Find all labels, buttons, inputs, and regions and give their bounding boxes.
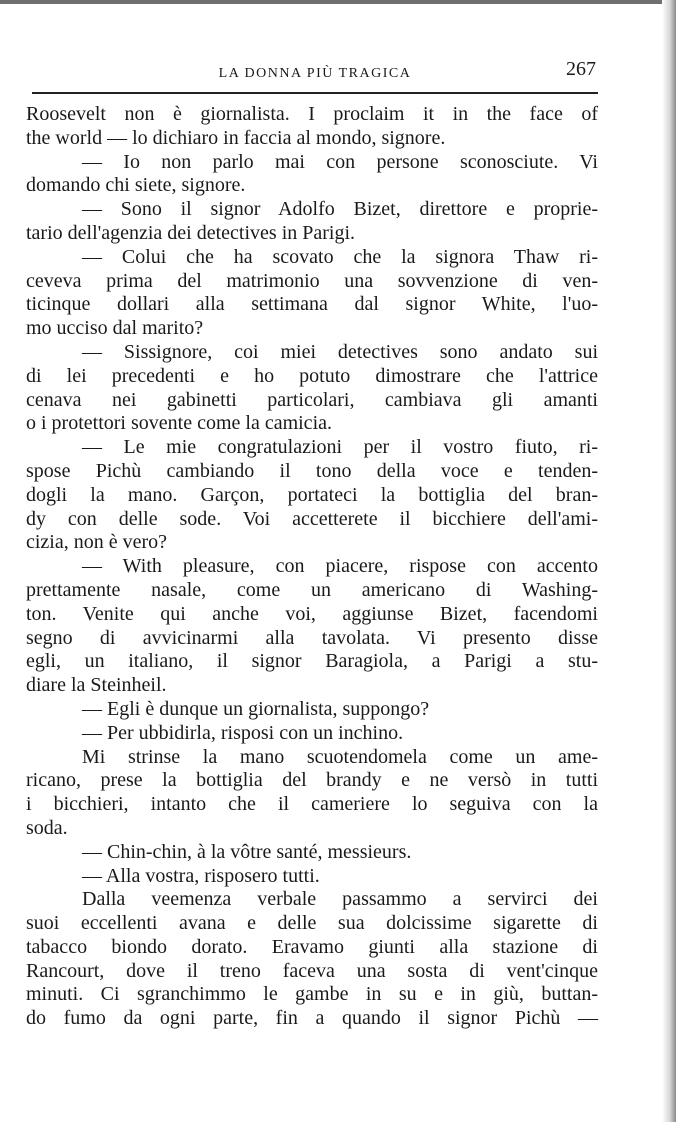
text-line: domando chi siete, signore. xyxy=(26,174,246,197)
header-rule xyxy=(32,92,598,94)
text-line: — Le mie congratulazioni per il vostro fiuto, ri- xyxy=(82,436,598,459)
text-line: spose Pichù cambiando il tono della voce e tenden- xyxy=(26,459,598,482)
text-line: the world — lo dichiaro in faccia al mondo, signore. xyxy=(26,126,446,149)
page-header xyxy=(32,58,598,88)
text-line: diare la Steinheil. xyxy=(26,674,167,697)
text-line: — Chin-chin, à la vôtre santé, messieurs. xyxy=(82,840,412,863)
text-line: minuti. Ci sgranchimmo le gambe in su e in giù, buttan- xyxy=(26,983,598,1006)
text-line: cenava nei gabinetti particolari, cambiava gli amanti xyxy=(26,388,598,411)
page-binding-shadow xyxy=(662,0,676,1122)
text-line: — Egli è dunque un giornalista, suppongo? xyxy=(82,697,430,720)
text-line: — Colui che ha scovato che la signora Thaw ri- xyxy=(82,245,598,268)
text-line: segno di avvicinarmi alla tavolata. Vi presento disse xyxy=(26,626,598,649)
text-line: — Io non parlo mai con persone sconosciute. Vi xyxy=(82,150,598,173)
text-line: Roosevelt non è giornalista. I proclaim it in the face of xyxy=(26,103,598,125)
text-line: egli, un italiano, il signor Baragiola, a Parigi a stu- xyxy=(26,650,598,673)
text-line: Mi strinse la mano scuotendomela come un ame- xyxy=(82,745,598,768)
text-line: Dalla veemenza verbale passammo a servirci dei xyxy=(82,888,598,911)
text-line: o i protettori sovente come la camicia. xyxy=(26,412,332,435)
text-line: tario dell'agenzia dei detectives in Parigi. xyxy=(26,221,356,244)
text-line: i bicchieri, intanto che il cameriere lo seguiva con la xyxy=(26,793,598,816)
running-title: LA DONNA PIÙ TRAGICA xyxy=(218,66,412,81)
text-line: cizia, non è vero? xyxy=(26,531,168,554)
text-line: ton. Venite qui anche voi, aggiunse Bizet, facendomi xyxy=(26,602,598,625)
text-line: suoi eccellenti avana e delle sua dolcissime sigarette di xyxy=(26,912,598,935)
text-line: ticinque dollari alla settimana dal signor White, l'uo- xyxy=(26,293,598,316)
text-line: di lei precedenti e ho potuto dimostrare che l'attrice xyxy=(26,364,598,387)
text-line: — Sissignore, coi miei detectives sono andato sui xyxy=(82,340,598,363)
text-line: — Sono il signor Adolfo Bizet, direttore e proprie- xyxy=(82,198,598,221)
text-line: ceveva prima del matrimonio una sovvenzione di ven- xyxy=(26,269,598,292)
text-line: ricano, prese la bottiglia del brandy e ne versò in tutti xyxy=(26,769,598,792)
text-line: dy con delle sode. Voi accetterete il bicchiere dell'ami- xyxy=(26,507,598,530)
text-line: soda. xyxy=(26,816,68,839)
text-line: mo ucciso dal marito? xyxy=(26,317,204,340)
text-line: — Per ubbidirla, risposi con un inchino. xyxy=(82,721,404,744)
text-line: do fumo da ogni parte, fin a quando il signor Pichù — xyxy=(26,1007,598,1030)
text-line: Rancourt, dove il treno faceva una sosta di vent'cinque xyxy=(26,959,598,982)
text-line: — With pleasure, con piacere, rispose con accento xyxy=(82,555,598,578)
page-number: 267 xyxy=(566,58,596,80)
text-line: prettamente nasale, come un americano di Washing- xyxy=(26,578,598,601)
body-text xyxy=(26,103,598,1031)
text-line: — Alla vostra, risposero tutti. xyxy=(82,864,320,887)
book-page xyxy=(20,0,614,1122)
text-line: tabacco biondo dorato. Eravamo giunti alla stazione di xyxy=(26,935,598,958)
text-line: dogli la mano. Garçon, portateci la bottiglia del bran- xyxy=(26,483,598,506)
